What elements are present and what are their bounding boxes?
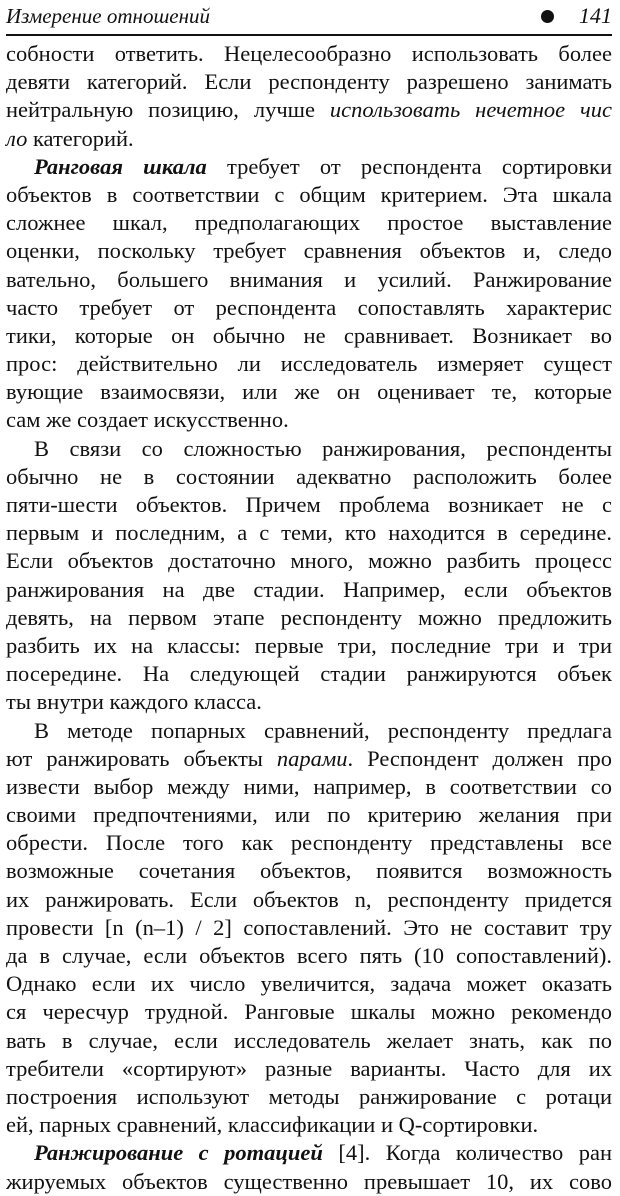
text-run: обрести. После того как респонденту представлены все	[6, 830, 612, 856]
text-line	[6, 660, 612, 688]
text-run: посередине. На следующей стадии ранжируются объек	[6, 661, 612, 687]
text-run: вующие взаимосвязи, или же он оценивает те, которые	[6, 379, 612, 405]
text-run: жируемых объектов существенно превышает 10, их сово	[6, 1168, 612, 1194]
text-line	[6, 350, 612, 378]
text-run: прос: действительно ли исследователь измеряет сущест	[6, 351, 612, 377]
text-run: девять, на первом этапе респонденту можно предложить	[6, 604, 612, 630]
text-line	[6, 96, 612, 124]
text-run: объектов в соответствии с общим критерием. Эта шкала	[6, 181, 612, 207]
term-heading: Ранговая шкала	[34, 153, 207, 179]
text-run: требует от респондента сортировки	[206, 153, 612, 179]
text-line	[6, 40, 612, 68]
text-line	[6, 1111, 612, 1139]
text-line	[6, 829, 612, 857]
text-run: провести [n (n–1) / 2] сопоставлений. Это не составит тру	[6, 914, 612, 940]
text-run: построения используют методы ранжирование с ротаци	[6, 1083, 612, 1109]
text-run: возможные сочетания объектов, появится возможность	[6, 858, 612, 884]
text-run: Если объектов достаточно много, можно разбить процесс	[6, 548, 612, 574]
text-run: да в случае, если объектов всего пять (10 сопоставлений).	[6, 943, 612, 968]
term-heading: Ранжирование с ротацией	[34, 1140, 323, 1166]
text-run: ют ранжировать объекты	[6, 745, 277, 771]
text-line	[6, 1083, 612, 1111]
body-text	[6, 40, 612, 1196]
text-run: оценки, поскольку требует сравнения объектов и, следо	[6, 238, 612, 264]
text-line	[6, 463, 612, 491]
text-line	[6, 519, 612, 547]
text-run: ся чересчур трудной. Ранговые шкалы можно рекомендо	[6, 999, 612, 1025]
text-line	[6, 1168, 612, 1196]
page-header	[6, 2, 612, 32]
text-line	[6, 576, 612, 604]
text-run: Однако если их число увеличится, задача может оказать	[6, 971, 612, 997]
text-run: своими предпочтениями, или по критерию желания при	[6, 802, 612, 828]
text-line	[6, 322, 612, 350]
text-run: сам же создает искусственно.	[6, 407, 289, 433]
text-line	[6, 153, 612, 181]
text-run: обычно не в состоянии адекватно расположить более	[6, 463, 612, 489]
text-line	[6, 801, 612, 829]
text-line	[6, 942, 612, 970]
text-line	[6, 68, 612, 96]
text-run: требители «сортируют» разные варианты. Часто для их	[6, 1055, 612, 1081]
text-line	[6, 998, 612, 1026]
text-line	[6, 181, 612, 209]
text-line	[6, 491, 612, 519]
text-line	[6, 378, 612, 406]
header-rule	[6, 34, 612, 36]
text-line	[6, 1055, 612, 1083]
text-line	[6, 547, 612, 575]
text-run: ранжирования на две стадии. Например, если объектов	[6, 576, 612, 602]
text-run: их ранжировать. Если объектов n, респонденту придется	[6, 886, 612, 912]
text-line	[6, 857, 612, 885]
emphasis-text: ло	[6, 125, 28, 151]
text-run: вательно, большего внимания и усилий. Ранжирование	[6, 266, 612, 292]
text-line	[6, 125, 612, 153]
text-line	[6, 209, 612, 237]
text-run: сложнее шкал, предполагающих простое выставление	[6, 210, 612, 236]
bullet-marker-icon	[541, 10, 554, 23]
text-line	[6, 886, 612, 914]
text-line	[6, 970, 612, 998]
text-line	[6, 688, 612, 716]
text-line	[6, 604, 612, 632]
text-line	[6, 435, 612, 463]
text-run: [4]. Когда количество ран	[322, 1140, 612, 1166]
text-line	[6, 745, 612, 773]
text-run: . Респондент должен про	[347, 745, 612, 771]
text-run: В методе попарных сравнений, респонденту предлага	[34, 717, 612, 743]
text-run: разбить их на классы: первые три, последние три и три	[6, 632, 612, 658]
text-line	[6, 1139, 612, 1167]
text-line	[6, 1027, 612, 1055]
text-run: пяти-шести объектов. Причем проблема возникает не с	[6, 492, 612, 517]
text-run: тики, которые он обычно не сравнивает. Возникает во	[6, 322, 612, 348]
text-line	[6, 237, 612, 265]
text-run: ты внутри каждого класса.	[6, 689, 262, 715]
text-run: первым и последним, а с теми, кто находится в середине.	[6, 520, 612, 546]
text-run: нейтральную позицию, лучше	[6, 97, 330, 123]
text-run: извести выбор между ними, например, в соответствии со	[6, 773, 612, 799]
emphasis-text: парами	[276, 745, 348, 771]
page-number: 141	[579, 3, 612, 28]
text-run: В связи со сложностью ранжирования, респонденты	[34, 435, 612, 461]
text-run: вать в случае, если исследователь желает знать, как по	[6, 1027, 612, 1053]
text-run: ей, парных сравнений, классификации и Q-сортировки.	[6, 1112, 539, 1138]
emphasis-text: использовать нечетное чис	[329, 97, 613, 123]
text-line	[6, 632, 612, 660]
text-line	[6, 717, 612, 745]
running-head: Измерение отношений	[6, 4, 211, 28]
text-run: собности ответить. Нецелесообразно использовать более	[6, 41, 612, 66]
text-line	[6, 914, 612, 942]
text-run: девяти категорий. Если респонденту разрешено занимать	[6, 69, 612, 95]
text-line	[6, 406, 612, 434]
text-line	[6, 773, 612, 801]
text-run: категорий.	[27, 125, 134, 151]
text-run: часто требует от респондента сопоставлять характерис	[6, 294, 612, 320]
text-line	[6, 294, 612, 322]
text-line	[6, 266, 612, 294]
